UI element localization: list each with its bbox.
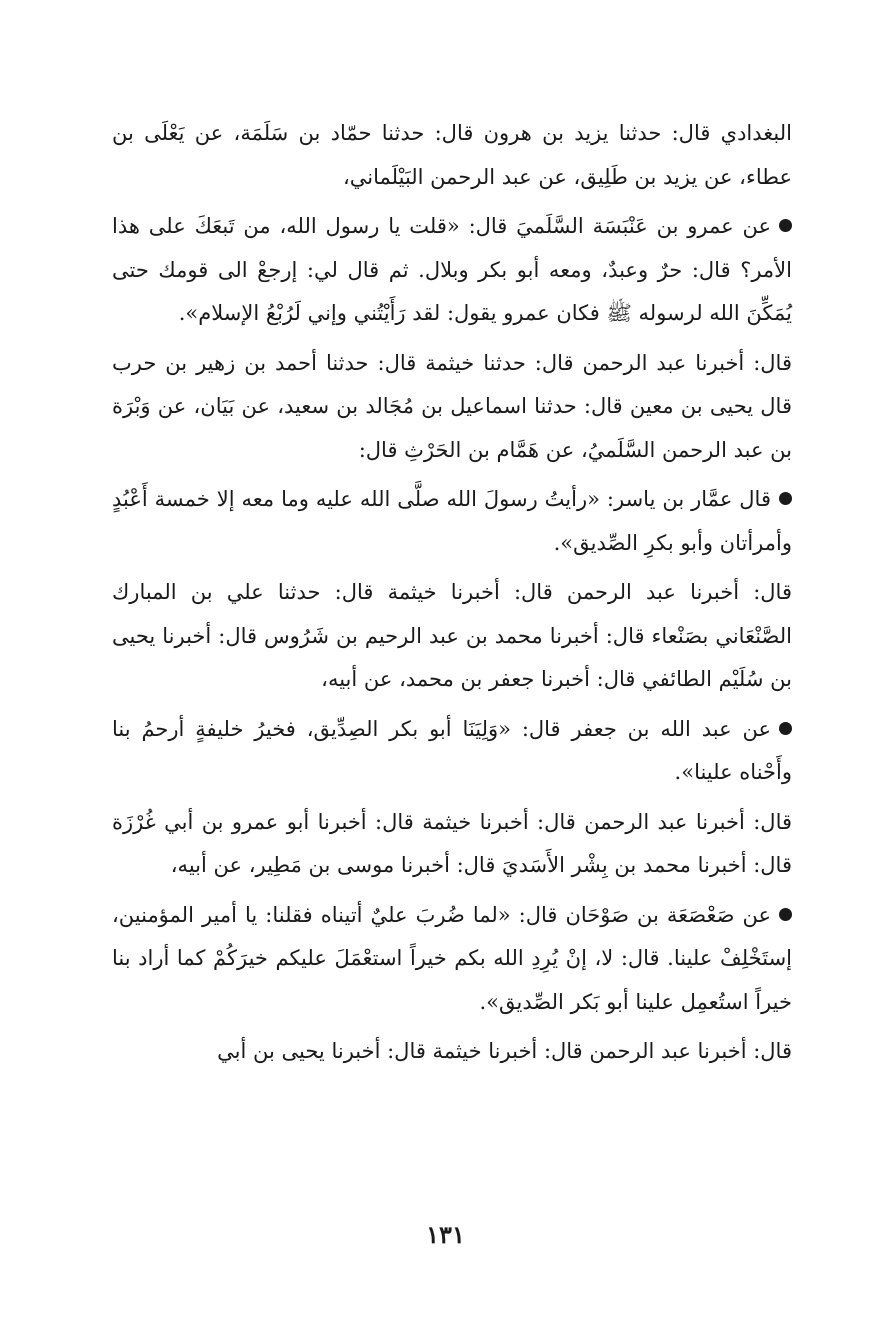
hadith-paragraph-3 bbox=[112, 708, 792, 795]
isnad-paragraph-4 bbox=[112, 801, 792, 888]
isnad-paragraph-3 bbox=[112, 571, 792, 702]
hadith-paragraph-2 bbox=[112, 478, 792, 565]
paragraph-text: عن عمرو بن عَنْبَسَة السَّلَميَ قال: «قلت يا رسول الله، من تَبعَكَ على هذا الأمر؟ قال: حرٌ وعبدٌ، ومعه أبو بكر وبلال. ثم قال لي: إرجعْ الى قومك حتى يُمَكِّنَ الله لرسوله ﷺ فكان عمرو يقول: لقد رَأَيْتُني وإني لَرُبْعُ الإسلام». bbox=[112, 214, 792, 325]
isnad-paragraph-2 bbox=[112, 342, 792, 473]
bullet-icon bbox=[779, 908, 792, 921]
hadith-paragraph-4 bbox=[112, 894, 792, 1025]
bullet-icon bbox=[779, 722, 792, 735]
paragraph-text: قال: أخبرنا عبد الرحمن قال: أخبرنا خيثمة قال: حدثنا علي بن المبارك الصَّنْعَاني بصَنْعاء قال: أخبرنا محمد بن عبد الرحيم بن شَرُوس قال: أخبرنا يحيى بن سُلَيْم الطائفي قال: أخبرنا جعفر بن محمد، عن أبيه، bbox=[112, 580, 792, 691]
paragraph-text: البغدادي قال: حدثنا يزيد بن هرون قال: حدثنا حمّاد بن سَلَمَة، عن يَعْلَى بن عطاء، عن يزيد بن طَلِيق، عن عبد الرحمن البَيْلَماني، bbox=[112, 121, 792, 189]
paragraph-text: قال: أخبرنا عبد الرحمن قال: أخبرنا خيثمة قال: أخبرنا يحيى بن أبي bbox=[217, 1039, 792, 1063]
page-number: ١٣١ bbox=[426, 1220, 465, 1249]
hadith-paragraph-1 bbox=[112, 205, 792, 336]
paragraph-text: قال: أخبرنا عبد الرحمن قال: حدثنا خيثمة قال: حدثنا أحمد بن زهير بن حرب قال يحيى بن معين قال: حدثنا اسماعيل بن مُجَالد بن سعيد، عن بَيَان، عن وَبْرَة بن عبد الرحمن السَّلَميُ، عن هَمَّام بن الحَرْثِ قال: bbox=[112, 350, 792, 462]
bullet-icon bbox=[779, 492, 792, 505]
paragraph-text: عن عبد الله بن جعفر قال: «وَلِيَنَا أبو بكر الصِدِّيق، فخيرُ خليفةٍ أرحمُ بنا وأَحْناه علينا». bbox=[112, 716, 792, 784]
isnad-paragraph-5 bbox=[112, 1030, 792, 1074]
paragraph-text: عن صَعْصَعَة بن صَوْحَان قال: «لما ضُربَ عليٌ أتيناه فقلنا: يا أمير المؤمنين، إستَخْلِفْ علينا. قال: لا، إنْ يُرِدِ الله بكم خيراً استعْمَلَ عليكم خيرَكُمْ كما أراد بنا خيراً استُعمِل علينا أبو بَكر الصِّديق». bbox=[112, 902, 792, 1014]
paragraph-text: قال: أخبرنا عبد الرحمن قال: أخبرنا خيثمة قال: أخبرنا أبو عمرو بن أبي غُرْزَة قال: أخبرنا محمد بن بِشْر الأَسَديَ قال: أخبرنا موسى بن مَطِير، عن أبيه، bbox=[112, 809, 792, 877]
bullet-icon bbox=[779, 219, 792, 232]
page-body bbox=[112, 112, 792, 1080]
paragraph-text: قال عمَّار بن ياسر: «رأيتُ رسولَ الله صلَّى الله عليه وما معه إلا خمسة أَعْبُدٍ وأمرأتان وأبو بكرِ الصِّديق». bbox=[112, 487, 792, 555]
isnad-paragraph-1 bbox=[112, 112, 792, 199]
